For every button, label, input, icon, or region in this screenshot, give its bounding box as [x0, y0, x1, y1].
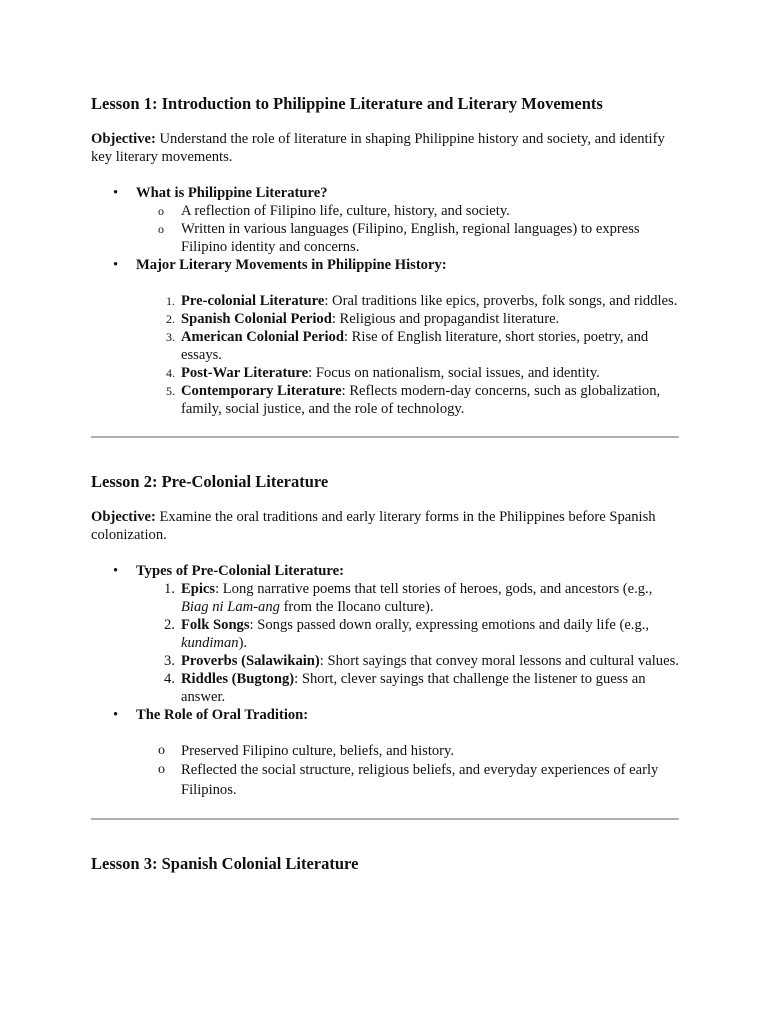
bullet-icon: •	[113, 563, 119, 579]
movement-desc: : Reflects modern-day concerns, such as globalization, family, social justice, and the role of technology.	[181, 383, 661, 417]
bullet-heading: Major Literary Movements in Philippine History:	[136, 257, 447, 273]
list-number: 5.	[166, 384, 175, 398]
movement-item	[91, 382, 681, 418]
lesson-2	[91, 472, 681, 800]
bullet-item	[91, 184, 681, 256]
bullet-icon: •	[113, 707, 119, 723]
type-item	[91, 580, 681, 616]
sub-item-text: Written in various languages (Filipino, English, regional languages) to express Filipino identity and concerns.	[181, 221, 640, 255]
type-tail: ).	[238, 635, 248, 651]
bullet-icon: •	[113, 257, 119, 273]
type-example: kundiman	[181, 635, 239, 651]
lesson-2-objective	[91, 508, 681, 544]
movement-term: Spanish Colonial Period	[181, 311, 332, 327]
bullet-item	[91, 256, 681, 418]
lesson-3	[91, 854, 681, 874]
list-number: 1.	[166, 294, 175, 308]
sub-item	[91, 760, 681, 800]
lesson-2-bullets	[91, 562, 681, 800]
bullet-item	[91, 706, 681, 800]
sub-item	[91, 202, 681, 220]
circle-bullet-icon: o	[158, 222, 164, 236]
movement-term: Post-War Literature	[181, 365, 309, 381]
lesson-1-objective	[91, 130, 681, 166]
type-example: Biag ni Lam-ang	[181, 599, 280, 615]
type-item	[91, 670, 681, 706]
objective-label: Objective:	[91, 131, 156, 147]
types-list	[136, 580, 681, 706]
type-desc: : Short, clever sayings that challenge the listener to guess an answer.	[181, 671, 646, 705]
sub-item	[91, 220, 681, 256]
type-term: Epics	[181, 581, 216, 597]
lesson-1-title: Lesson 1: Introduction to Philippine Literature and Literary Movements	[91, 94, 603, 113]
movement-desc: : Oral traditions like epics, proverbs, folk songs, and riddles.	[324, 293, 678, 309]
circle-bullet-icon: o	[158, 743, 165, 758]
circle-bullet-icon: o	[158, 204, 164, 218]
list-number: 1.	[164, 581, 175, 597]
bullet-heading: What is Philippine Literature?	[136, 185, 328, 201]
bullet-heading: The Role of Oral Tradition:	[136, 707, 309, 723]
list-number: 2.	[164, 617, 175, 633]
list-number: 2.	[166, 312, 175, 326]
movement-desc: : Rise of English literature, short stories, poetry, and essays.	[181, 329, 649, 363]
movement-term: American Colonial Period	[181, 329, 344, 345]
movement-item	[91, 364, 681, 382]
circle-bullet-icon: o	[158, 762, 165, 777]
movement-desc: : Focus on nationalism, social issues, and identity.	[308, 365, 600, 381]
movements-list	[136, 292, 681, 418]
sub-item-text: Preserved Filipino culture, beliefs, and history.	[181, 743, 455, 759]
lesson-1	[91, 94, 681, 418]
bullet-item	[91, 562, 681, 706]
bullet-icon: •	[113, 185, 119, 201]
type-term: Riddles (Bugtong)	[181, 671, 295, 687]
lesson-2-title: Lesson 2: Pre-Colonial Literature	[91, 472, 329, 491]
type-desc: : Long narrative poems that tell stories of heroes, gods, and ancestors (e.g.,	[215, 581, 653, 597]
document-content	[91, 94, 681, 874]
objective-text: Examine the oral traditions and early literary forms in the Philippines before Spanish colonization.	[91, 509, 656, 543]
type-item	[91, 652, 681, 670]
list-number: 3.	[166, 330, 175, 344]
type-item	[91, 616, 681, 652]
type-desc: : Short sayings that convey moral lessons and cultural values.	[319, 653, 679, 669]
movement-term: Contemporary Literature	[181, 383, 342, 399]
list-number: 4.	[164, 671, 175, 687]
objective-text: Understand the role of literature in shaping Philippine history and society, and identify key literary movements.	[91, 131, 665, 165]
objective-label: Objective:	[91, 509, 156, 525]
type-term: Folk Songs	[181, 617, 250, 633]
type-term: Proverbs (Salawikain)	[181, 653, 320, 669]
sub-list	[136, 202, 681, 256]
movement-item	[91, 310, 681, 328]
type-tail: from the Ilocano culture).	[279, 599, 434, 615]
sub-item-text: A reflection of Filipino life, culture, history, and society.	[181, 203, 510, 219]
movement-item	[91, 328, 681, 364]
movement-item	[91, 292, 681, 310]
bullet-heading: Types of Pre-Colonial Literature:	[136, 563, 344, 579]
lesson-1-bullets	[91, 184, 681, 418]
list-number: 4.	[166, 366, 175, 380]
movement-term: Pre-colonial Literature	[181, 293, 325, 309]
sub-list	[136, 742, 681, 800]
movement-desc: : Religious and propagandist literature.	[331, 311, 560, 327]
lesson-3-title: Lesson 3: Spanish Colonial Literature	[91, 854, 359, 873]
list-number: 3.	[164, 653, 175, 669]
sub-item-text: Reflected the social structure, religious beliefs, and everyday experiences of early Filipinos.	[181, 762, 659, 798]
sub-item	[91, 742, 681, 760]
type-desc: : Songs passed down orally, expressing emotions and daily life (e.g.,	[249, 617, 650, 633]
